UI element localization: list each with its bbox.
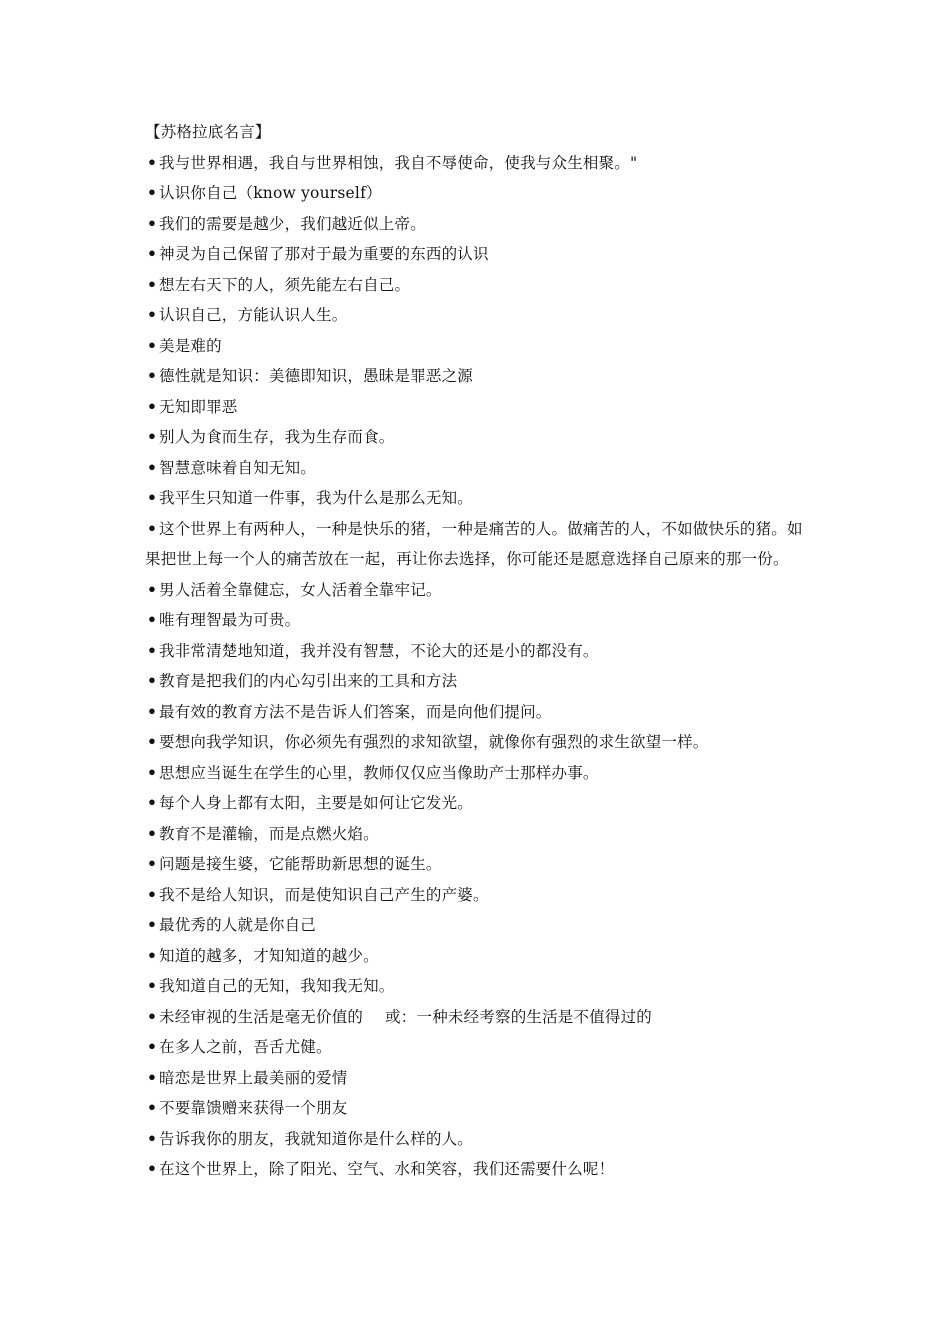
quote-item (145, 300, 815, 331)
bullet-icon: • (146, 854, 158, 873)
bullet-icon: • (146, 1067, 158, 1087)
quote-text: 神灵为自己保留了那对于最为重要的东西的认识 (159, 245, 489, 263)
quote-text: 不要靠馈赠来获得一个朋友 (159, 1099, 348, 1117)
bullet-icon: • (146, 305, 158, 324)
quote-text: 知道的越多，才知知道的越少。 (159, 946, 379, 965)
quote-item (145, 209, 815, 240)
quote-text-alternate: 或：一种未经考察的生活是不值得过的 (385, 1007, 653, 1026)
bullet-icon: • (146, 976, 158, 995)
quote-item (145, 971, 815, 1002)
bullet-icon: • (146, 335, 158, 355)
bullet-icon: • (146, 396, 158, 416)
quote-text: 我平生只知道一件事，我为什么是那么无知。 (159, 489, 474, 507)
document-page (145, 117, 815, 1185)
quote-text: 我非常清楚地知道，我并没有智慧，不论大的还是小的都没有。 (159, 641, 599, 660)
quote-item (145, 636, 815, 667)
bullet-icon: • (146, 152, 158, 172)
bullet-icon: • (146, 610, 158, 629)
bullet-icon: • (146, 732, 158, 751)
bullet-icon: • (146, 1128, 158, 1148)
quote-text: 男人活着全靠健忘，女人活着全靠牢记。 (159, 580, 442, 599)
bullet-icon: • (146, 640, 158, 660)
quote-item (145, 361, 815, 392)
quote-text: 认识自己，方能认识人生。 (159, 306, 348, 324)
quote-item (145, 1124, 815, 1155)
bullet-icon: • (146, 213, 158, 233)
quote-item (145, 270, 815, 301)
bullet-icon: • (146, 823, 158, 843)
quote-item (145, 422, 815, 453)
quote-text: 想左右天下的人，须先能左右自己。 (159, 275, 411, 294)
quote-item (145, 849, 815, 880)
quote-item (145, 727, 815, 758)
quote-text: 在多人之前，吾舌尤健。 (159, 1038, 332, 1056)
quote-text: 这个世界上有两种人，一种是快乐的猪，一种是痛苦的人。做痛苦的人，不如做快乐的猪。如果把世上每一个人的痛苦放在一起，再让你去选择，你可能还是愿意选择自己原来的那一份。 (145, 519, 803, 568)
bullet-icon: • (146, 579, 158, 599)
quote-text: 我与世界相遇，我自与世界相蚀，我自不辱使命，使我与众生相聚。" (159, 153, 638, 172)
quote-item (145, 758, 815, 789)
bullet-icon: • (146, 427, 158, 446)
quote-item (145, 453, 815, 484)
quote-text: 思想应当诞生在学生的心里，教师仅仅应当像助产士那样办事。 (159, 763, 599, 782)
quote-text: 要想向我学知识，你必须先有强烈的求知欲望，就像你有强烈的求生欲望一样。 (159, 733, 709, 751)
bullet-icon: • (146, 762, 158, 782)
bullet-icon: • (146, 1037, 158, 1056)
bullet-icon: • (146, 488, 158, 507)
quote-text: 未经审视的生活是毫无价值的 (159, 1007, 364, 1026)
quote-item (145, 1093, 815, 1124)
quote-item (145, 666, 815, 697)
bullet-icon: • (146, 945, 158, 965)
bullet-icon: • (146, 671, 158, 690)
bullet-icon: • (146, 366, 158, 385)
bullet-icon: • (146, 1006, 158, 1026)
quote-item (145, 880, 815, 911)
quote-text: 我们的需要是越少，我们越近似上帝。 (159, 214, 426, 233)
quote-item (145, 575, 815, 606)
quote-item (145, 331, 815, 362)
bullet-icon: • (146, 793, 158, 812)
bullet-icon: • (146, 884, 158, 904)
quote-item-long (145, 514, 815, 575)
quote-item (145, 1154, 815, 1185)
quote-text: 暗恋是世界上最美丽的爱情 (159, 1068, 348, 1087)
quote-item (145, 941, 815, 972)
quote-item (145, 1063, 815, 1094)
quote-item (145, 239, 815, 270)
quote-item (145, 1032, 815, 1063)
quote-item (145, 392, 815, 423)
quote-item (145, 788, 815, 819)
quote-text: 我知道自己的无知，我知我无知。 (159, 977, 395, 995)
quote-text: 德性就是知识：美德即知识，愚昧是罪恶之源 (159, 367, 474, 385)
quote-text: 智慧意味着自知无知。 (159, 458, 317, 477)
quote-text: 唯有理智最为可贵。 (159, 611, 301, 629)
bullet-icon: • (146, 1159, 158, 1178)
quote-item (145, 819, 815, 850)
bullet-icon: • (146, 701, 158, 721)
quote-item (145, 148, 815, 179)
quote-text: 问题是接生婆，它能帮助新思想的诞生。 (159, 855, 442, 873)
bullet-icon: • (146, 457, 158, 477)
quote-text: 认识你自己（know yourself） (159, 184, 382, 202)
bullet-icon: • (146, 244, 158, 263)
quote-item (145, 697, 815, 728)
quote-text: 在这个世界上，除了阳光、空气、水和笑容，我们还需要什么呢！ (159, 1160, 615, 1178)
quote-item-examined-life (145, 1002, 815, 1033)
quote-item (145, 483, 815, 514)
bullet-icon: • (146, 183, 158, 202)
quote-text: 告诉我你的朋友，我就知道你是什么样的人。 (159, 1129, 474, 1148)
quote-text: 我不是给人知识，而是使知识自己产生的产婆。 (159, 885, 489, 904)
quote-text: 别人为食而生存，我为生存而食。 (159, 428, 395, 446)
quote-text: 最有效的教育方法不是告诉人们答案，而是向他们提问。 (159, 702, 552, 721)
quote-text: 教育是把我们的内心勾引出来的工具和方法 (159, 672, 458, 690)
bullet-icon: • (146, 1098, 158, 1117)
quote-text: 教育不是灌输，而是点燃火焰。 (159, 824, 379, 843)
quote-text: 每个人身上都有太阳，主要是如何让它发光。 (159, 794, 474, 812)
bullet-icon: • (146, 915, 158, 934)
quote-text: 无知即罪恶 (159, 397, 238, 416)
quote-item (145, 178, 815, 209)
bullet-icon: • (146, 518, 158, 538)
quote-text: 美是难的 (159, 336, 222, 355)
document-title: 【苏格拉底名言】 (145, 123, 271, 141)
quote-text: 最优秀的人就是你自己 (159, 916, 317, 934)
bullet-icon: • (146, 274, 158, 294)
quote-item (145, 605, 815, 636)
quote-item (145, 910, 815, 941)
